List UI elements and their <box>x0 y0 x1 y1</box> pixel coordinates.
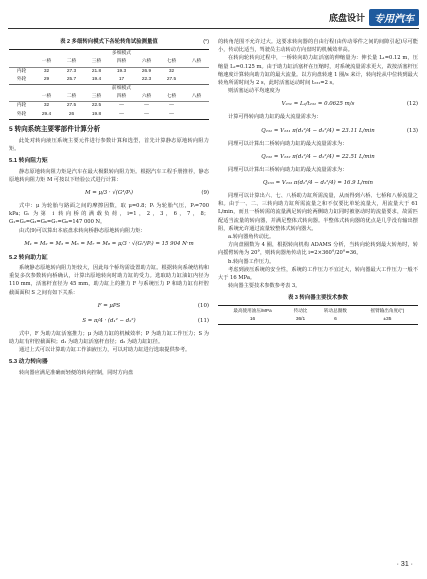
equation-12 <box>218 98 418 110</box>
cell: 32 <box>43 103 50 109</box>
section-5-1-heading: 5.1 转向阻力矩 <box>9 158 48 165</box>
axle-header: 八桥 <box>184 58 209 67</box>
page-header <box>329 6 419 28</box>
axle-header: 一桥 <box>34 58 59 67</box>
cell: 26.9 <box>141 68 152 74</box>
cell: 26 <box>68 111 75 117</box>
paragraph: 则活塞运动平均速度为 <box>228 88 280 95</box>
table-row <box>218 316 418 325</box>
table-row <box>9 102 209 111</box>
table3-header-row <box>218 305 418 316</box>
paragraph: 转向器主要技术参数参考表 3。 <box>228 283 301 290</box>
equation-body: Q₂₃₂ = V₂₃₂ π(d₁²/4 − d₂²/4) = 22.51 L/min <box>261 153 375 160</box>
equation-axle2-flow <box>218 151 418 163</box>
cell: 19.4 <box>91 76 102 82</box>
axle-header: 三桥 <box>84 93 109 102</box>
table2-axle-header <box>9 58 209 67</box>
cell: 32 <box>168 68 175 74</box>
cell: 21.8 <box>91 68 102 74</box>
cell: — <box>119 111 124 117</box>
paragraph: 的转角范围不允许过大。这要求转向器的自由行程(由传动零件之间的间隙引起)尽可能小，传动比适当，驾驶员主动转动方向盘时的机械效率高。 <box>218 39 418 54</box>
page-number: · 31 · <box>396 561 413 568</box>
column-header: 最高使用油压/MPa <box>233 307 272 313</box>
cell: — <box>144 111 149 117</box>
table2-axle-header <box>9 93 209 102</box>
paragraph: 转向器应满足准确而轻便的转向控制，同时方向盘 <box>19 369 134 376</box>
header-section-title: 底盘设计 <box>328 12 365 23</box>
cell: 22.3 <box>141 76 152 82</box>
cell: 27.5 <box>66 103 77 109</box>
equation-body: F = μPS <box>97 302 121 309</box>
table2-caption <box>9 38 209 46</box>
right-column <box>218 38 418 325</box>
equation-body: V₂₃₁ = L₂/t₂₃₁ = 0.0625 m/s <box>281 101 355 108</box>
cell <box>184 111 209 120</box>
section-5-heading: 5 转向系统主要零部件计算分析 <box>9 125 101 133</box>
paragraph: 此处对转向液压系统主要元件进行参数计算和选型，首先计算静态原地转向阻力矩。 <box>9 138 209 153</box>
cell: 36/1 <box>295 316 306 322</box>
cell: 29.4 <box>41 111 52 117</box>
axle-header: 七桥 <box>159 58 184 67</box>
paragraph: 同理可以计算出二桥转向助力缸的最大流量需求为： <box>228 140 348 147</box>
paragraph: 在转向轮转向过程中，一桥转向助力缸活塞的伸缩量为：伸长量 L₁=0.12 m，压缩量 L₂=0.125 m。由于助力缸活塞杆在压缩时，对系统流量需求更大，故按活塞杆压缩速度计算转向助力缸的最大流量。以方向盘转速 1 圈/s 来计，转向轮从中位转到最大转角所需时间为 2 s，此时活塞运动时间 t₂₃₁=2 s。 <box>218 55 418 87</box>
table-row <box>9 76 209 85</box>
cell: 27.3 <box>66 68 77 74</box>
row-label: 内轮 <box>16 68 27 74</box>
cell: 25.7 <box>66 76 77 82</box>
column-header: 传动比 <box>293 307 308 313</box>
axle-header: 八桥 <box>184 93 209 102</box>
paragraph: a.转向器角传动比。 <box>228 234 275 241</box>
paragraph: 考虑到液压系统的安全性，系统的工作压力不宜过大，转向器最大工作压力一般不大于 16 MPa。 <box>218 266 418 282</box>
table2-unit: (°) <box>203 39 209 45</box>
equation-body: Q₂₃₃ = V₂₃₃ π(d₁²/4 − d₂²/4) = 16.9 L/min <box>262 180 374 187</box>
cell: 27.5 <box>166 76 177 82</box>
paragraph: 计算可得转向助力缸的最大流量需求为： <box>228 114 322 121</box>
paragraph: 同理可以计算出三桥转向助力缸的最大流量需求为： <box>228 166 348 173</box>
cell: — <box>119 103 124 109</box>
axle-header: 六桥 <box>134 93 159 102</box>
cell: 29 <box>43 76 50 82</box>
section-5-3-heading: 5.3 动力转向器 <box>9 359 48 366</box>
paragraph: 由式(9)可以算出本底盘求转向桥静态原地转向阻力矩： <box>19 227 146 234</box>
column-header: 摇臂输出角度/(°) <box>370 307 405 313</box>
table2 <box>9 49 209 120</box>
cell: — <box>144 103 149 109</box>
header-rule <box>8 28 419 29</box>
equation-body: S = π/4 · (d₁² − d₂²) <box>82 317 136 324</box>
table3-caption: 表 3 转向器主要技术参数 <box>288 295 348 302</box>
cell: 6 <box>334 316 337 322</box>
equation-11 <box>9 315 209 327</box>
equation-10 <box>9 300 209 312</box>
paragraph: 方向盘圈数为 4 圈，根据转向机构 ADAMS 分析，当转向轮转到最大转角时，转向摇臂转角为 20°，则转向器角传动比 i=2×360°/20°=36。 <box>218 242 418 257</box>
axle-header: 四桥 <box>109 93 134 102</box>
cell: 17 <box>118 76 125 82</box>
axle-header: 二桥 <box>59 93 84 102</box>
paragraph: b.转向器工作压力。 <box>228 258 275 265</box>
row-label: 内轮 <box>16 103 27 109</box>
cell: 22.5 <box>91 103 102 109</box>
equation-body: M = μ/3 · √(G³/Pᵢ) <box>85 190 133 197</box>
axle-header: 三桥 <box>84 58 109 67</box>
cell <box>184 76 209 85</box>
equation-body: Q₂₃₁ = V₂₃₁ π(d₁²/4 − d₂²/4) = 23.11 L/min <box>261 127 375 134</box>
cell <box>184 67 209 76</box>
row-label: 外轮 <box>16 76 27 82</box>
axle-header: 七桥 <box>159 93 184 102</box>
cell: — <box>169 103 174 109</box>
equation-number: (10) <box>197 302 209 309</box>
equation-body: M₁ = M₂ = M₃ = M₆ = M₇ = M₈ = μ/3 · √(Gᵢ³/Pᵢ) = 15 904 N·m <box>24 240 194 247</box>
equation-number: (11) <box>197 317 209 324</box>
paragraph: 系统静态原地转向阻力矩较大，因此每个桥均需设置助力缸。根据转向系统结构和重复多次参数转向桥确认，计算出原地转向时助力缸的受力。选取助力缸油缸内径为 110 mm，活塞杆直径为 45 mm，助力缸上的推力 F 与系统压力 P 和助力缸有杆腔截面面积 S 之间有如下关系： <box>9 265 209 296</box>
axle-header: 二桥 <box>59 58 84 67</box>
magazine-logo: 专用汽车 <box>369 9 419 26</box>
cell: 16 <box>249 316 256 322</box>
axle-header: 一桥 <box>34 93 59 102</box>
cell <box>184 102 209 111</box>
table2-group2-title: 前细模式 <box>111 86 132 92</box>
cell: — <box>169 111 174 117</box>
equation-axle3-flow <box>218 177 418 189</box>
row-label: 外轮 <box>16 111 27 117</box>
cell: 19.8 <box>91 111 102 117</box>
cell: 19.3 <box>116 68 127 74</box>
equation-number: (13) <box>406 127 418 134</box>
axle-header: 六桥 <box>134 58 159 67</box>
section-5-2-heading: 5.2 转向助力缸 <box>9 254 48 261</box>
cell: 32 <box>43 68 50 74</box>
table-row <box>9 67 209 76</box>
equation-result <box>9 238 209 250</box>
paragraph: 式中，F 为助力缸活塞推力；μ 为助力缸的机械效率；P 为助力缸工作压力；S 为助力缸有杆腔截面积；d₁ 为助力缸活塞杆直径；d₂ 为助力缸缸径。 <box>9 330 209 346</box>
paragraph: 式中：μ 为轮胎与路面之间的摩擦因数，取 μ=0.8；Pᵢ 为轮胎气压，Pᵢ=700 kPa；Gᵢ 为第 i 转向桥的满载负荷，i=1，2，3，6，7，8；G₁=G₂=G₃=G₆=G₇=G₈=147 000 N。 <box>9 203 209 226</box>
equation-number: (9) <box>201 190 209 197</box>
left-column <box>9 38 209 377</box>
cell: ±35 <box>383 316 392 322</box>
column-header: 转动总圈数 <box>323 307 347 313</box>
table-row <box>9 111 209 120</box>
equation-9 <box>9 187 209 199</box>
paragraph: 静态原地转向阻力矩是汽车在最大极限转向阻力矩。根据汽车工程手册推荐，静态原地转向阻力矩 M 可按以下经验公式进行计算： <box>9 168 209 183</box>
equation-number: (12) <box>406 101 418 108</box>
table2-caption-text: 表 2 多细转向模式下各轮转角试验测量值 <box>60 39 158 45</box>
paragraph: 通过上式可以计算助力缸工作油液压力，可以对助力缸进行选取提供参考。 <box>19 347 191 354</box>
table3 <box>218 305 418 325</box>
table2-group1-title: 多细模式 <box>111 51 132 57</box>
axle-header: 四桥 <box>109 58 134 67</box>
paragraph: 同理可以计算出六、七、八桥助力缸所需流量，从而得到六桥、七桥和八桥流量之和。由于一、二、三转向助力缸所需流量之和不仅要比单轮流量大，用流量大于 61 L/min，而且一桥转需的流量满足转向轮两侧助力缸同时被驱动时的流量要求，故需匹配适当流量的转向器，并满足整体式转向器。半整体式转向器的优点是几乎没有输出摆阻，系统允许通过流量较整体式转向器大。 <box>218 193 418 232</box>
equation-13 <box>218 125 418 137</box>
